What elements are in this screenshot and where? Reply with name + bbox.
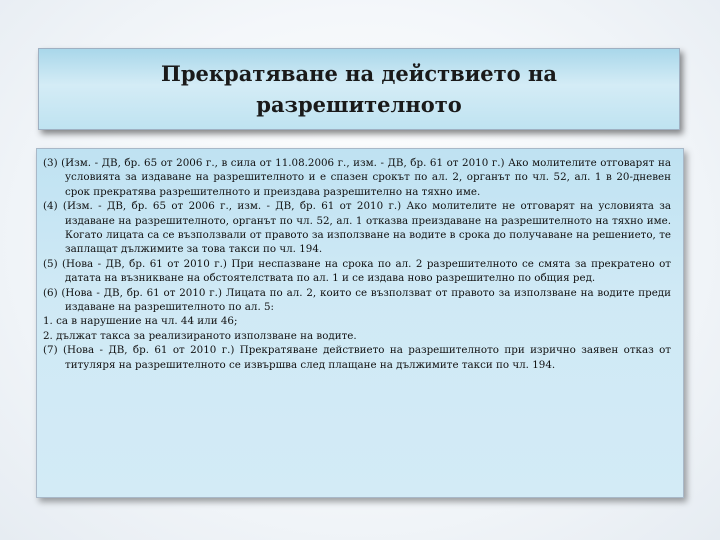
content-box bbox=[36, 148, 684, 498]
paragraph-7: (7) (Нова - ДВ, бр. 61 от 2010 г.) Прекратяване действието на разрешителното при изрично заявен отказ от титуляря на разрешителното се извършва след плащане на дължимите такси по чл. 194. bbox=[43, 344, 671, 371]
title-line-2: разрешителното bbox=[256, 92, 462, 117]
list-item-1: 1. са в нарушение на чл. 44 или 46; bbox=[43, 315, 238, 328]
paragraph-6: (6) (Нова - ДВ, бр. 61 от 2010 г.) Лицата по ал. 2, които се възползват от правото за използване на водите преди издаване на разрешителното по ал. 5: bbox=[43, 286, 671, 314]
paragraph-5: (5) (Нова - ДВ, бр. 61 от 2010 г.) При неспазване на срока по ал. 2 разрешителното се смята за прекратено от датата на възникване на обстоятелствата по ал. 1 и се издава ново разрешително по общия ред. bbox=[43, 257, 671, 285]
title-line-1: Прекратяване на действието на bbox=[161, 61, 557, 86]
slide-title bbox=[119, 58, 599, 120]
list-item-2: 2. дължат такса за реализираното използване на водите. bbox=[43, 329, 357, 342]
paragraph-3: (3) (Изм. - ДВ, бр. 65 от 2006 г., в сила от 11.08.2006 г., изм. - ДВ, бр. 61 от 2010 г.) Ако молителите отговарят на условията за издаване на разрешителното и е спазен срокът по ал. 2, органът по чл. 52, ал. 1 в 20-дневен срок прекратява разрешителното и преиздава разрешително на тяхно име. bbox=[43, 157, 671, 198]
title-box bbox=[38, 48, 680, 130]
paragraph-4: (4) (Изм. - ДВ, бр. 65 от 2006 г., изм. - ДВ, бр. 61 от 2010 г.) Ако молителите не отговарят на условията за издаване на разрешителното, органът по чл. 52, ал. 1 отказва преиздаване на разрешителното на тяхно име. Когато лицата са се възползвали от правото за използване на водите в срока до получаване на решението, те заплащат дължимите за това такси по чл. 194. bbox=[43, 200, 671, 256]
